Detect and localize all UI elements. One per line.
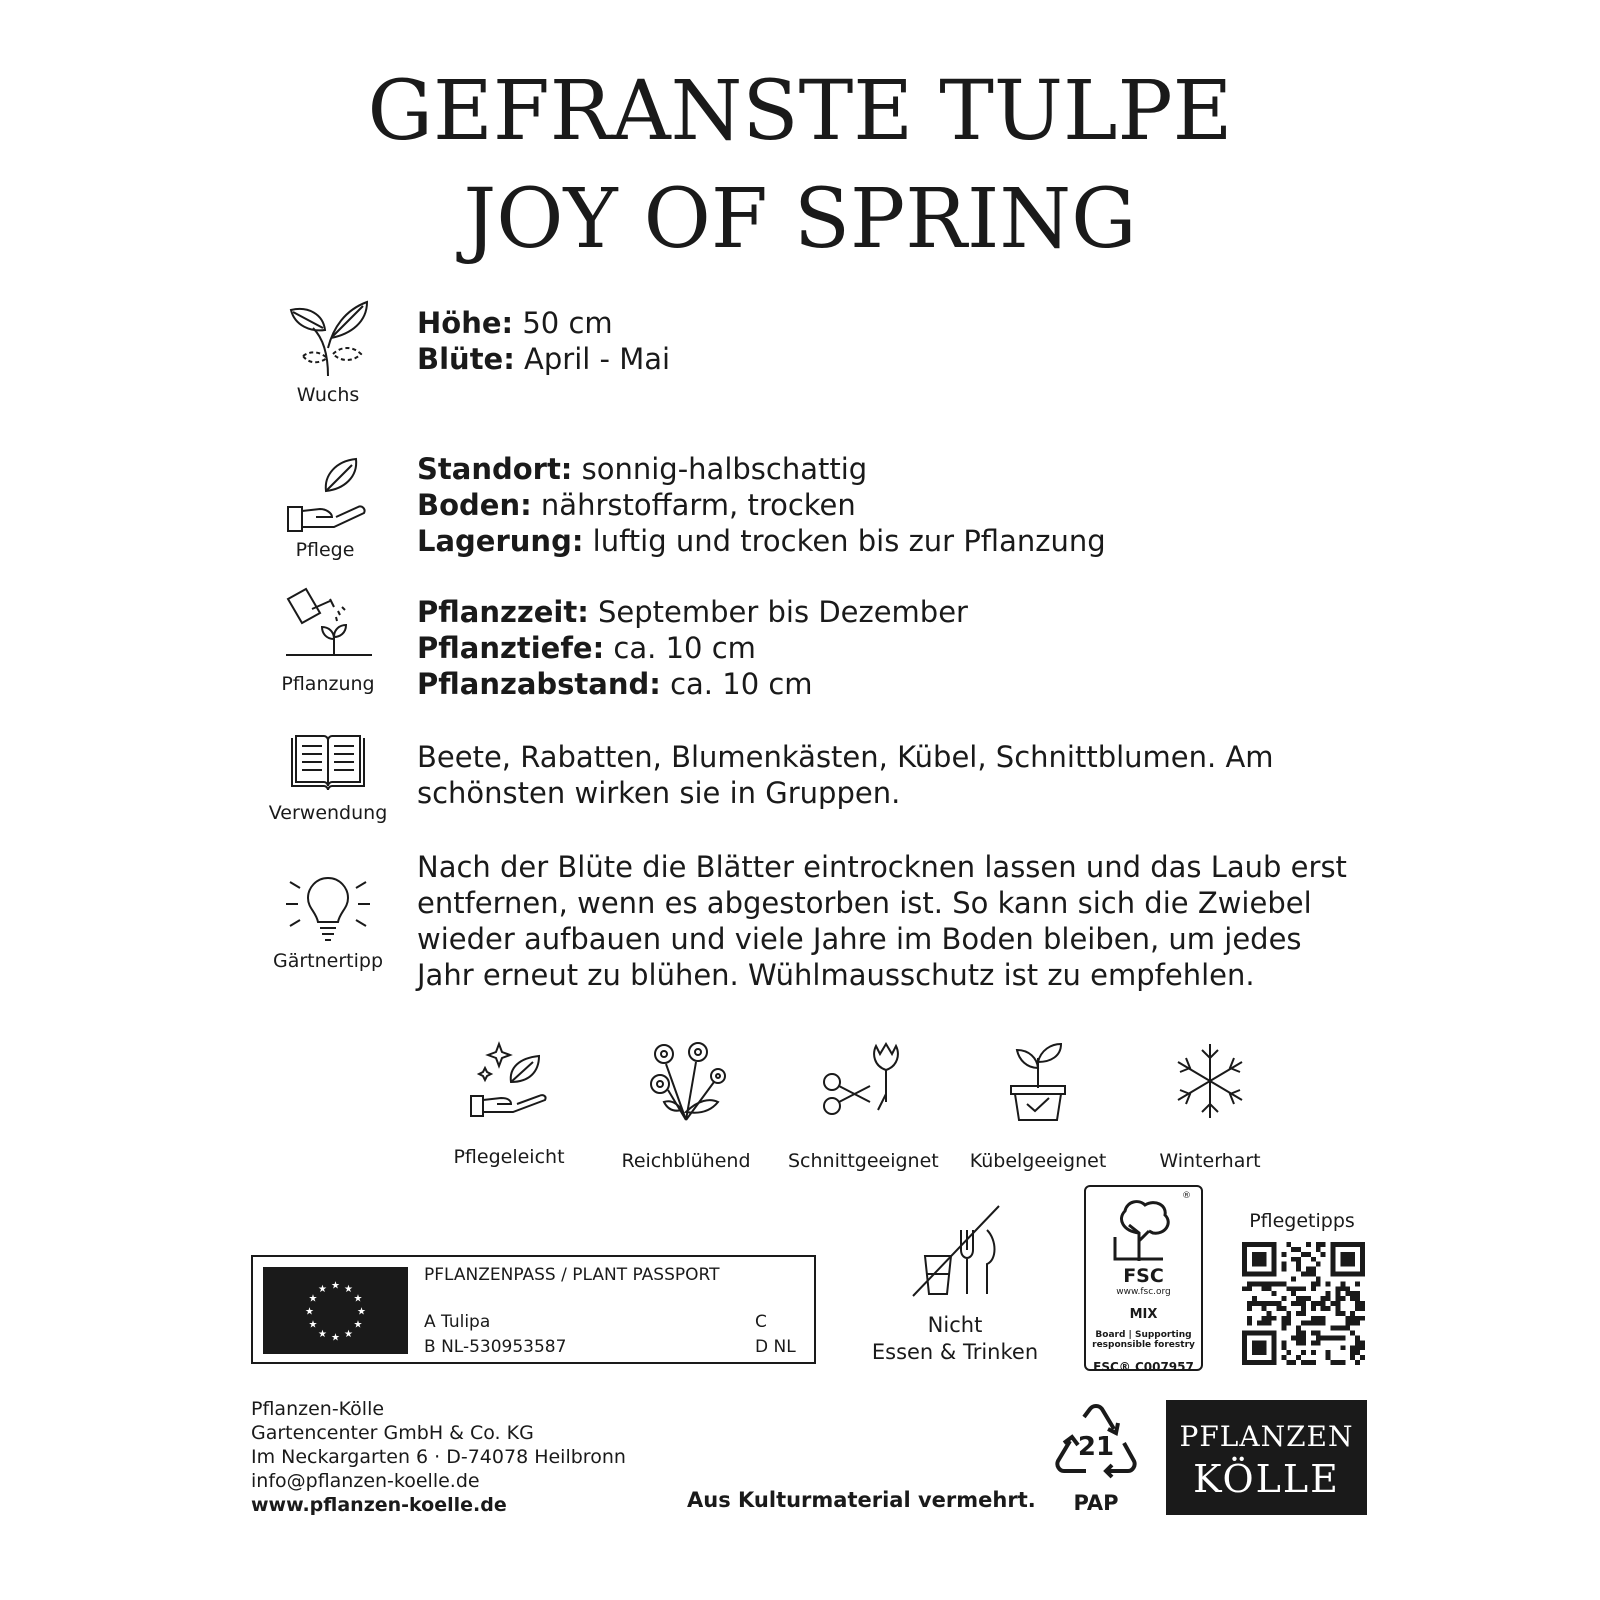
fsc-reg: ® — [1182, 1191, 1191, 1201]
passport-a: A Tulipa — [424, 1312, 491, 1332]
passport-title: PFLANZENPASS / PLANT PASSPORT — [424, 1265, 720, 1285]
feature-pflegeleicht — [434, 1040, 584, 1168]
pflege-icon-block — [260, 455, 390, 561]
eu-star-icon: ★ — [353, 1319, 363, 1331]
feature-schnittgeeignet — [788, 1040, 938, 1172]
pflege-label: Pflege — [295, 539, 355, 561]
feature-label: Kübelgeeignet — [969, 1150, 1107, 1172]
address-line-2: Gartencenter GmbH & Co. KG — [251, 1422, 534, 1444]
row-key: Pflanzabstand: — [417, 667, 661, 701]
eu-star-icon: ★ — [344, 1284, 353, 1295]
feature-label: Pflegeleicht — [453, 1146, 565, 1168]
fsc-board-1: Board | Supporting — [1095, 1330, 1192, 1340]
hand-leaf-icon — [280, 455, 370, 533]
pflanzzeit-row — [417, 594, 968, 630]
row-value: luftig und trocken bis zur Pflanzung — [592, 524, 1106, 558]
feature-label: Winterhart — [1159, 1150, 1261, 1172]
seedling-icon — [283, 298, 373, 378]
passport-b: B NL-530953587 — [424, 1337, 567, 1357]
plant-passport — [251, 1255, 816, 1364]
title-line-2: JOY OF SPRING — [463, 172, 1137, 267]
fsc-board-2: responsible forestry — [1092, 1340, 1195, 1350]
tipp-label: Gärtnertipp — [272, 950, 384, 972]
wuchs-icon-block — [263, 298, 393, 406]
eu-star-icon: ★ — [353, 1293, 363, 1305]
feature-kuebelgeeignet — [963, 1040, 1113, 1172]
feature-label: Reichblühend — [621, 1150, 751, 1172]
feature-winterhart — [1135, 1040, 1285, 1172]
eu-star-icon: ★ — [331, 1332, 340, 1344]
pflanzen-koelle-logo — [1166, 1400, 1367, 1515]
pflege-text — [417, 451, 1106, 559]
wuchs-text — [417, 305, 670, 377]
flowers-icon — [642, 1040, 730, 1122]
address-line-1: Pflanzen-Kölle — [251, 1398, 385, 1420]
eu-star-icon: ★ — [344, 1329, 353, 1340]
row-key: Pflanzzeit: — [417, 595, 589, 629]
standort-row — [417, 451, 1106, 487]
no-eat-drink-icon — [907, 1200, 1003, 1300]
eu-star-icon: ★ — [331, 1280, 340, 1292]
row-value: 50 cm — [522, 306, 613, 340]
row-key: Boden: — [417, 488, 532, 522]
boden-row — [417, 487, 1106, 523]
snowflake-icon — [1170, 1040, 1250, 1122]
product-title — [0, 58, 1600, 274]
fsc-word: FSC — [1123, 1265, 1164, 1287]
fsc-label — [1084, 1185, 1203, 1374]
row-value: ca. 10 cm — [613, 631, 756, 665]
book-icon — [288, 732, 368, 796]
logo-line-2: KÖLLE — [1193, 1457, 1340, 1501]
row-value: September bis Dezember — [598, 595, 968, 629]
email-link[interactable]: info@pflanzen-koelle.de — [251, 1470, 480, 1492]
verwendung-text: Beete, Rabatten, Blumenkästen, Kübel, Schnittblumen. Am schönsten wirken sie in Gruppen. — [417, 740, 1274, 810]
passport-c: C — [755, 1312, 767, 1332]
kultur-note: Aus Kulturmaterial vermehrt. — [687, 1488, 1036, 1512]
pflanztiefe-row — [417, 630, 968, 666]
eu-star-icon: ★ — [357, 1306, 366, 1318]
watering-can-icon — [282, 585, 374, 667]
eu-star-icon: ★ — [305, 1306, 314, 1318]
recycling-number: 21 — [1077, 1432, 1115, 1462]
qr-code-icon[interactable] — [1242, 1242, 1365, 1365]
lightbulb-icon — [282, 872, 374, 944]
eu-star-icon: ★ — [318, 1284, 327, 1295]
pflanzabstand-row — [417, 666, 968, 702]
feature-reichbluehend — [611, 1040, 761, 1172]
fsc-mix: MIX — [1129, 1307, 1158, 1322]
eu-star-icon: ★ — [308, 1293, 318, 1305]
pot-check-icon — [1003, 1040, 1073, 1122]
fsc-code: FSC® C007957 — [1093, 1360, 1194, 1374]
address-line-3: Im Neckargarten 6 · D-74078 Heilbronn — [251, 1446, 626, 1468]
sparkle-hand-leaf-icon — [467, 1040, 551, 1118]
fsc-tree-icon — [1109, 1197, 1179, 1263]
scissors-tulip-icon — [820, 1040, 906, 1122]
no-eat-drink-warning — [870, 1200, 1040, 1366]
warning-line-1: Nicht — [927, 1313, 983, 1337]
row-value: ca. 10 cm — [670, 667, 813, 701]
recycling-icon — [1050, 1403, 1142, 1489]
row-key: Lagerung: — [417, 524, 584, 558]
title-line-1: GEFRANSTE TULPE — [367, 64, 1233, 159]
pflanzung-icon-block — [263, 585, 393, 695]
row-key: Standort: — [417, 452, 573, 486]
verwendung-label: Verwendung — [268, 802, 388, 824]
eu-star-icon: ★ — [308, 1319, 318, 1331]
pflanzung-label: Pflanzung — [281, 673, 375, 695]
website-link[interactable]: www.pflanzen-koelle.de — [251, 1494, 507, 1516]
feature-label: Schnittgeeignet — [788, 1150, 939, 1172]
pflanzung-text — [417, 594, 968, 702]
logo-line-1: PFLANZEN — [1179, 1420, 1354, 1453]
row-value: April - Mai — [524, 342, 671, 376]
warning-line-2: Essen & Trinken — [871, 1340, 1039, 1364]
eu-flag-icon — [263, 1267, 408, 1354]
tipp-icon-block — [263, 872, 393, 972]
row-value: nährstoffarm, trocken — [540, 488, 856, 522]
verwendung-icon-block — [263, 732, 393, 824]
row-key: Höhe: — [417, 306, 514, 340]
hoehe-row — [417, 305, 670, 341]
tipp-text: Nach der Blüte die Blätter eintrocknen lassen und das Laub erst entfernen, wenn es abgestorben ist. So kann sich die Zwiebel wieder aufbauen und viele Jahre im Boden bleiben, um jedes Jahr erneut zu blühen. Wühlmausschutz ist zu empfehlen. — [417, 850, 1347, 992]
row-value: sonnig-halbschattig — [581, 452, 868, 486]
wuchs-label: Wuchs — [296, 384, 360, 406]
fsc-url: www.fsc.org — [1116, 1287, 1171, 1297]
bluete-row — [417, 341, 670, 377]
row-key: Blüte: — [417, 342, 515, 376]
recycling-code: PAP — [1073, 1491, 1119, 1515]
recycling-mark — [1050, 1403, 1142, 1515]
qr-label: Pflegetipps — [1249, 1210, 1355, 1232]
company-address — [251, 1397, 626, 1517]
passport-d: D NL — [755, 1337, 796, 1357]
lagerung-row — [417, 523, 1106, 559]
row-key: Pflanztiefe: — [417, 631, 605, 665]
eu-star-icon: ★ — [318, 1329, 327, 1340]
